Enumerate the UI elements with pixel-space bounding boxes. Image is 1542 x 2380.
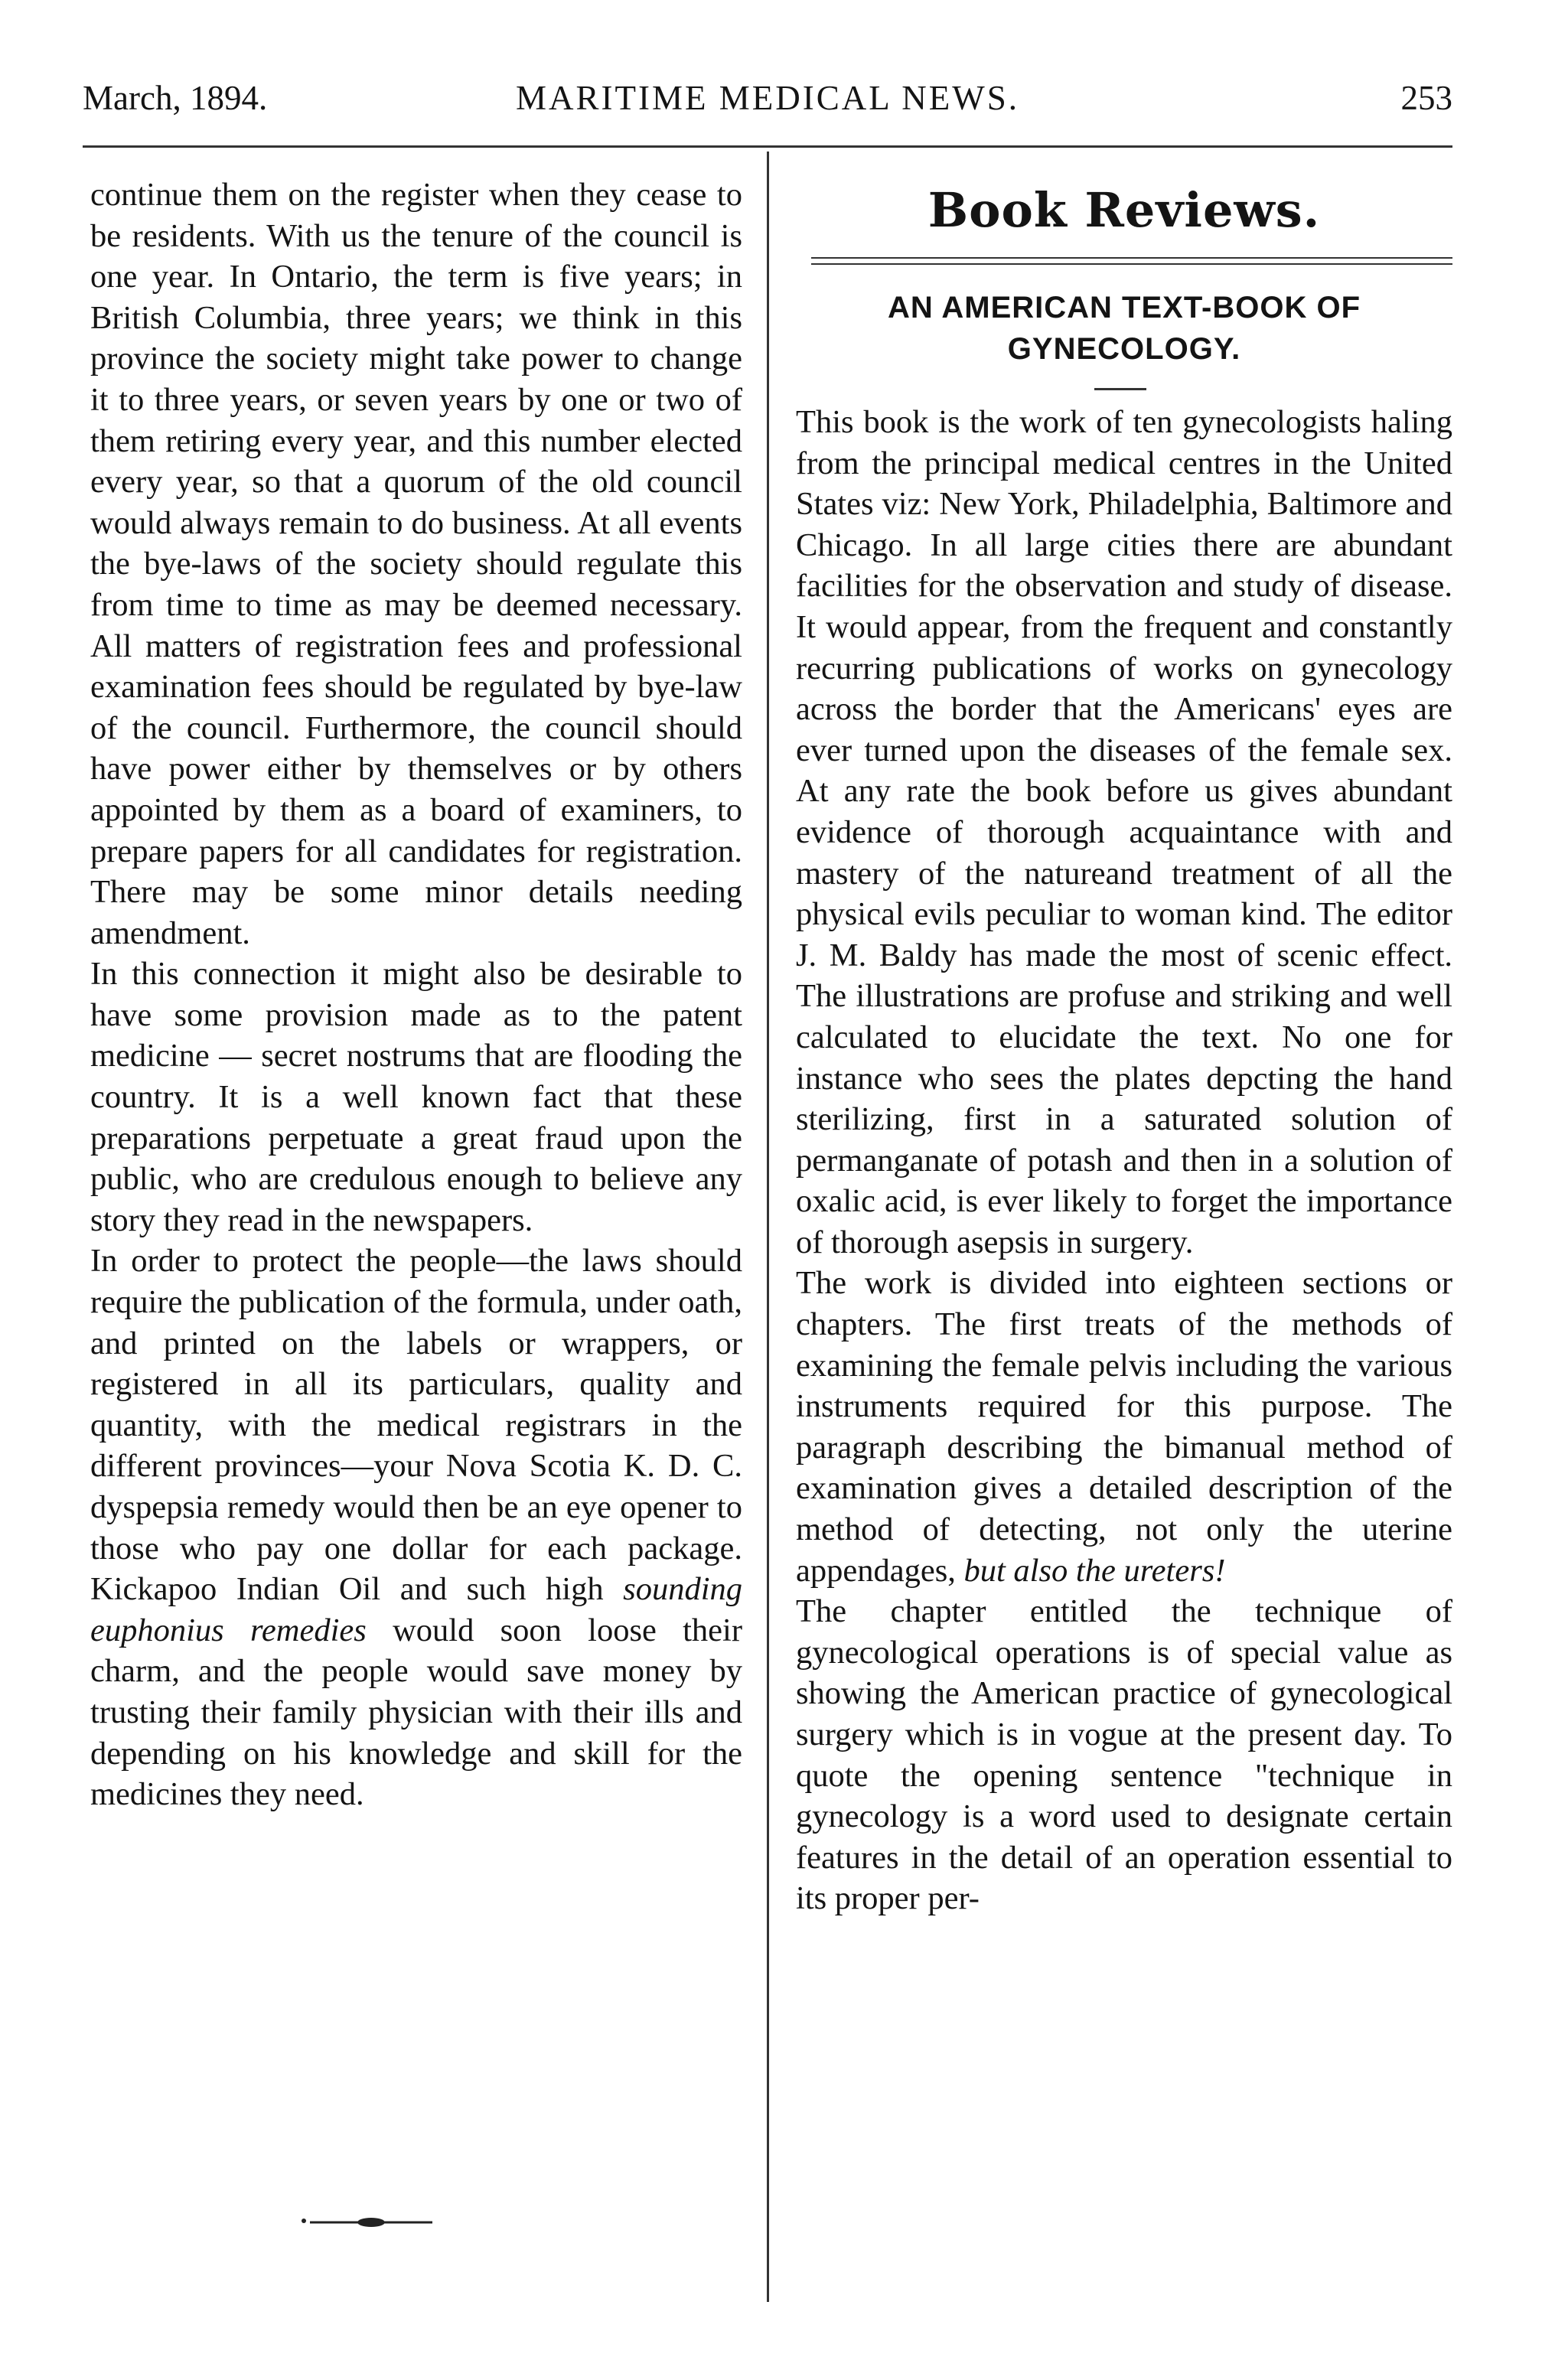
right-paragraph-3: The chapter entitled the technique of gynecological operations is of special value as showing the American practice of gynecological surgery which is in vogue at the present day. To quote the opening sentence "technique in gynecology is a word used to designate certain features in the detail of an operation essential to its proper per-: [796, 1593, 1452, 1917]
article-title-rule: [1094, 388, 1146, 390]
article-title: AN AMERICAN TEXT-BOOK OF GYNECOLOGY.: [887, 291, 1361, 366]
left-paragraph-3-italic: sounding euphonius remedies: [90, 1571, 743, 1648]
left-paragraph-2: In this connection it might also be desirable to have some provision made as to the patent medicine — secret nostrums that are flooding the country. It is a well known fact that these preparations perpetuate a great fraud upon the public, who are credulous enough to believe any story they read in the newspapers.: [90, 956, 742, 1238]
left-paragraph-3: [90, 1241, 742, 1814]
right-paragraph-2: [796, 1263, 1452, 1591]
issue-date: March, 1894.: [83, 79, 268, 117]
section-title-rule-1: [811, 257, 1452, 259]
journal-title: MARITIME MEDICAL NEWS.: [515, 79, 1020, 117]
right-paragraph-2-part-a: The work is divided into eighteen sections or chapters. The first treats of the methods of examining the female pelvis including the various instruments required for this purpose. The paragraph describing the bimanual method of examination gives a detailed description of the method of detecting, not only the uterine appendages,: [796, 1265, 1452, 1589]
left-paragraph-3-part-a: In order to protect the people—the laws should require the publication of the formula, under oath, and printed on the labels or wrappers, or registered in all its particulars, quality and quantity, with the medical registrars in the different provinces—your Nova Scotia K. D. C. dyspepsia remedy would then be an eye opener to those who pay one dollar for each package. Kickapoo Indian Oil and such high: [90, 1243, 742, 1608]
section-end-ornament: [295, 2210, 448, 2233]
header-rule: [83, 145, 1452, 148]
section-title-rule-2: [811, 263, 1452, 265]
page-header: [83, 75, 1452, 121]
page-number: 253: [1400, 79, 1452, 117]
column-divider: [767, 152, 769, 2302]
right-paragraph-2-italic: but also the ureters!: [963, 1552, 1226, 1589]
section-title: Book Reviews.: [927, 182, 1321, 238]
right-column: [796, 402, 1452, 1919]
left-column: [90, 174, 742, 1815]
left-paragraph-1: continue them on the register when they cease to be residents. With us the tenure of the council is one year. In Ontario, the term is five years; in British Columbia, three years; we think in this province the society might take power to change it to three years, or seven years by one or two of them retiring every year, and this number elected every year, so that a quorum of the old council would always remain to do business. At all events the bye-laws of the society should regulate this from time to time as may be deemed necessary. All matters of registration fees and professional examination fees should be regulated by bye-law of the council. Furthermore, the council should have power either by themselves or by others appointed by them as a board of examiners, to prepare papers for all candidates for registration. There may be some minor details needing amendment.: [90, 177, 742, 951]
right-paragraph-1: This book is the work of ten gynecologists haling from the principal medical centres in the United States viz: New York, Philadelphia, Baltimore and Chicago. In all large cities there are abundant facilities for the observation and study of disease. It would appear, from the frequent and constantly recurring publications of works on gynecology across the border that the Americans' eyes are ever turned upon the diseases of the female sex. At any rate the book before us gives abundant evidence of thorough acquaintance with and mastery of the natureand treatment of all the physical evils peculiar to woman kind. The editor J. M. Baldy has made the most of scenic effect. The illustrations are profuse and striking and well calculated to elucidate the text. No one for instance who sees the plates depcting the hand sterilizing, first in a saturated solution of permanganate of potash and then in a solution of oxalic acid, is ever likely to forget the importance of thorough asepsis in surgery.: [796, 404, 1452, 1260]
left-paragraph-3-part-b: would soon loose their charm, and the people would save money by trusting their family physician with their ills and depending on his knowledge and skill for the medicines they need.: [90, 1612, 742, 1813]
